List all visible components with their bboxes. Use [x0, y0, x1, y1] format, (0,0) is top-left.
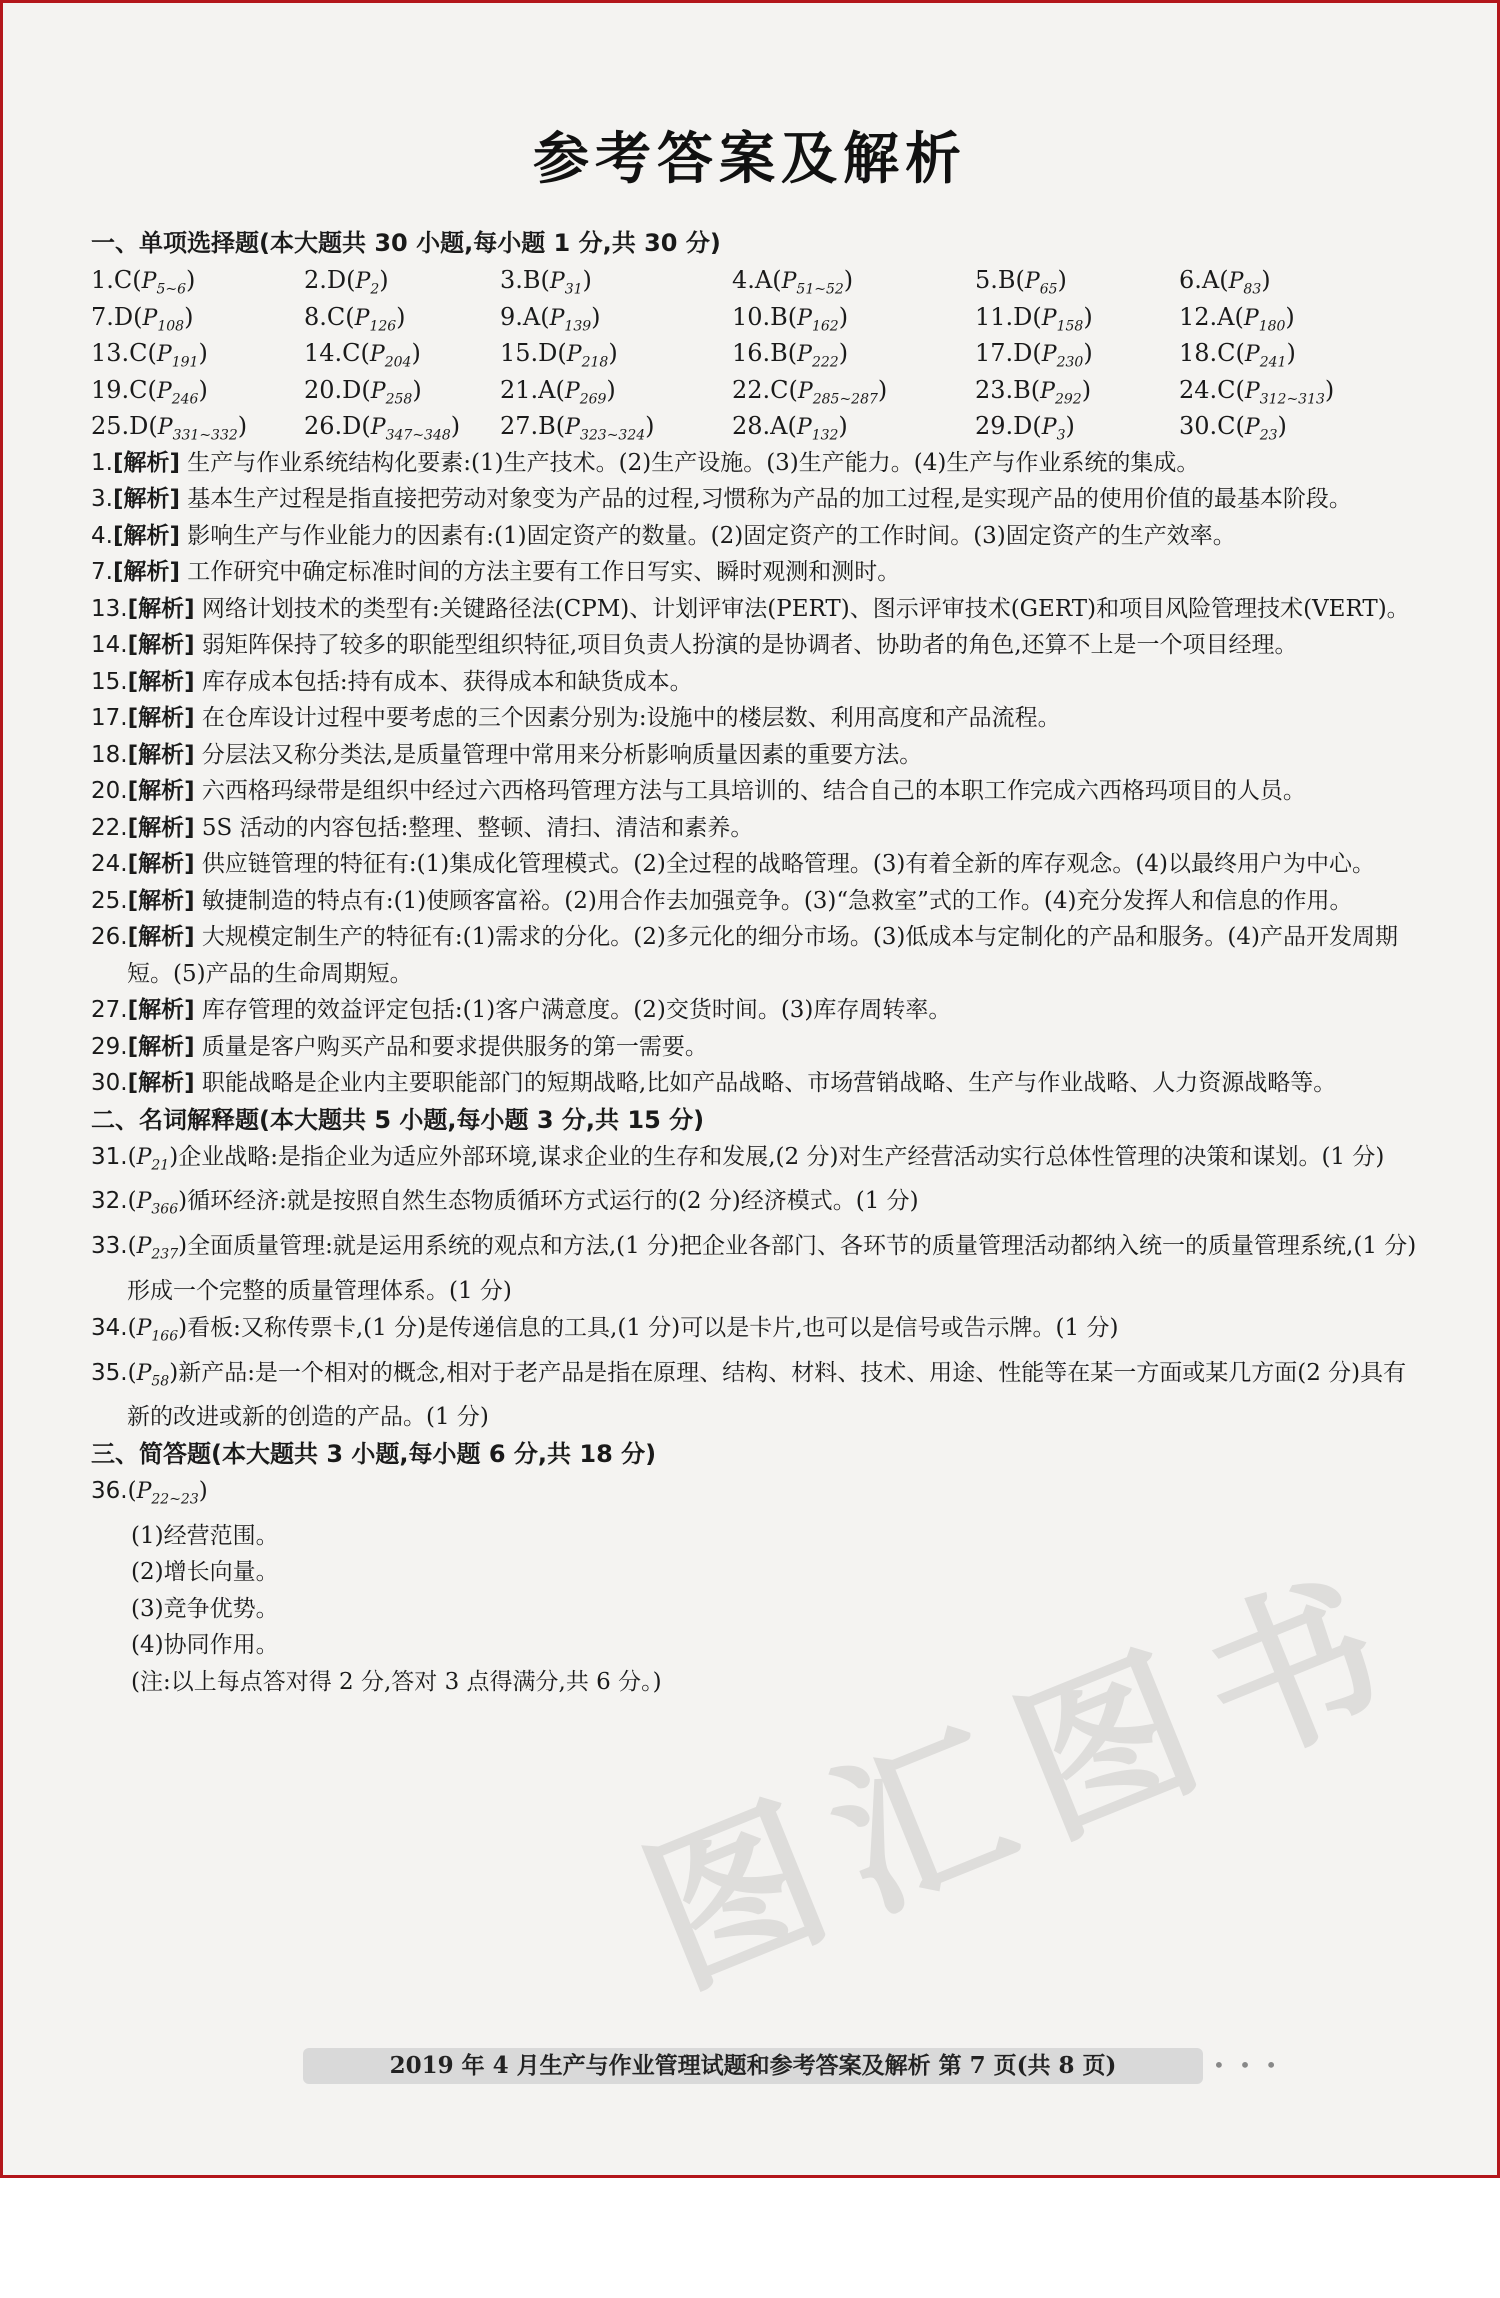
answer-item: $5.B(P_{65})$	[975, 266, 1067, 298]
page-ref: $P_{323\sim 324}$	[565, 415, 646, 444]
explanation-row	[91, 919, 1421, 992]
explanation-row	[91, 737, 1421, 774]
explanation-number: 4.	[91, 522, 113, 549]
explanation-number: 13.	[91, 595, 128, 622]
explanation-row	[91, 700, 1421, 737]
explanation-text: 库存成本包括:持有成本、获得成本和缺货成本。	[201, 668, 693, 695]
footer-dots: • • •	[1213, 2053, 1282, 2077]
answer-item: $17.D(P_{230})$	[975, 339, 1093, 371]
explanation-tag: [解析]	[127, 595, 195, 622]
answer-item: $9.A(P_{139})$	[500, 302, 601, 334]
explanation-tag: [解析]	[127, 741, 195, 768]
explanation-tag: [解析]	[127, 924, 195, 950]
answer-item: $19.C(P_{246})$	[91, 375, 208, 407]
term-number: 35.	[91, 1359, 128, 1386]
explanation-tag: [解析]	[112, 559, 180, 585]
explanation-text: 在仓库设计过程中要考虑的三个因素分别为:设施中的楼层数、利用高度和产品流程。	[201, 705, 1061, 731]
explanation-text: 基本生产过程是指直接把劳动对象变为产品的过程,习惯称为产品的加工过程,是实现产品的使用价值的最基本阶段。	[187, 486, 1352, 512]
term-text: 全面质量管理:就是运用系统的观点和方法,(1 分)把企业各部门、各环节的质量管理活动都纳入统一的质量管理系统,(1 分)形成一个完整的质量管理体系。(1 分)	[127, 1233, 1417, 1305]
explanation-tag: [解析]	[127, 887, 195, 914]
answer-item: $7.D(P_{108})$	[91, 302, 194, 334]
explanation-text: 供应链管理的特征有:(1)集成化管理模式。(2)全过程的战略管理。(3)有着全新的库存观念。(4)以最终用户为中心。	[201, 851, 1375, 877]
explanation-row	[91, 992, 1421, 1029]
page-ref: $P_{21}$	[136, 1144, 170, 1173]
answer-item: $29.D(P_3)$	[975, 412, 1075, 444]
page-ref: $P_{5\sim 6}$	[141, 269, 186, 298]
page-ref: $P_{126}$	[354, 305, 397, 334]
answer-item: $16.B(P_{222})$	[732, 339, 849, 371]
page-ref-num: 241	[1259, 354, 1287, 371]
explanation-row	[91, 591, 1421, 628]
explanations	[91, 445, 1421, 1102]
explanation-tag: [解析]	[127, 851, 195, 877]
page-ref: $P_{191}$	[156, 342, 199, 371]
explanation-row	[91, 481, 1421, 518]
answer-item: $24.C(P_{312\sim 313})$	[1179, 375, 1335, 407]
page-ref: $P_{166}$	[136, 1315, 179, 1345]
term-number: 31.	[91, 1143, 128, 1170]
answer-item: $22.C(P_{285\sim 287})$	[732, 375, 888, 407]
answer-point: (1)经营范围。	[131, 1522, 279, 1549]
answer-item: $8.C(P_{126})$	[304, 302, 406, 334]
term-definitions	[91, 1139, 1421, 1436]
page-ref: $P_{347\sim 348}$	[370, 415, 451, 444]
explanation-number: 18.	[91, 741, 128, 768]
page-ref: $P_{139}$	[549, 305, 592, 334]
explanation-text: 生产与作业系统结构化要素:(1)生产技术。(2)生产设施。(3)生产能力。(4)生产与作业系统的集成。	[187, 449, 1200, 476]
explanation-number: 22.	[91, 814, 128, 841]
page-ref: $P_{258}$	[370, 378, 413, 407]
answer-item: $26.D(P_{347\sim 348})$	[304, 412, 461, 444]
term-text: 企业战略:是指企业为适应外部环境,谋求企业的生存和发展,(2 分)对生产经营活动实行总体性管理的决策和谋划。(1 分)	[178, 1143, 1385, 1170]
answer-point: (2)增长向量。	[131, 1559, 279, 1586]
answer-item: $28.A(P_{132})$	[732, 412, 848, 444]
page-ref-num: 126	[369, 317, 397, 334]
page-ref-num: 51~52	[796, 281, 844, 298]
explanation-number: 1.	[91, 449, 113, 476]
page-ref-num: 21	[151, 1156, 170, 1173]
page-ref: $P_{158}$	[1041, 305, 1084, 334]
page-ref-num: 285~287	[812, 390, 878, 407]
page-ref-num: 58	[151, 1372, 170, 1389]
explanation-text: 大规模定制生产的特征有:(1)需求的分化。(2)多元化的细分市场。(3)低成本与定制化的产品和服务。(4)产品开发周期短。(5)产品的生命周期短。	[127, 924, 1398, 987]
explanation-tag: [解析]	[127, 814, 195, 841]
answer-point: (4)协同作用。	[131, 1632, 279, 1659]
page-ref: $P_{366}$	[136, 1189, 179, 1218]
explanation-text: 工作研究中确定标准时间的方法主要有工作日写实、瞬时观测和测时。	[187, 559, 901, 585]
explanation-tag: [解析]	[127, 1033, 195, 1060]
page-ref: $P_{230}$	[1041, 342, 1084, 371]
explanation-row	[91, 810, 1421, 847]
explanation-tag: [解析]	[127, 1070, 195, 1096]
page-ref-num: 366	[151, 1201, 179, 1218]
answer-item: $14.C(P_{204})$	[304, 339, 421, 371]
page-ref: $P_{292}$	[1040, 378, 1082, 407]
explanation-tag: [解析]	[127, 778, 195, 804]
page-ref: $P_{132}$	[796, 415, 839, 444]
page-ref: $P_{218}$	[566, 342, 609, 371]
question-number: 36.	[91, 1477, 128, 1504]
explanation-row	[91, 1029, 1421, 1066]
explanation-number: 14.	[91, 632, 128, 658]
page-ref-num: 162	[811, 317, 839, 334]
explanation-row	[91, 1065, 1421, 1102]
page-ref-num: 180	[1258, 317, 1286, 334]
page-ref: $P_{83}$	[1228, 269, 1262, 298]
answer-item: $11.D(P_{158})$	[975, 302, 1093, 334]
explanation-row	[91, 445, 1421, 482]
page-title: 参考答案及解析	[533, 126, 967, 192]
page-ref-num: 347~348	[385, 427, 451, 444]
page-ref-num: 312~313	[1259, 390, 1325, 407]
page-ref-num: 3	[1056, 427, 1066, 444]
answer-item: $15.D(P_{218})$	[500, 339, 618, 371]
answer-item: $27.B(P_{323\sim 324})$	[500, 412, 655, 444]
page-ref: $P_{312\sim 313}$	[1244, 378, 1325, 407]
page-ref: $P_{331\sim 332}$	[157, 415, 238, 444]
page-ref: $P_{269}$	[564, 378, 607, 407]
watermark: 图汇图书	[620, 1538, 1437, 2022]
explanation-row	[91, 883, 1421, 920]
page-ref: $P_{65}$	[1024, 269, 1058, 298]
explanation-number: 27.	[91, 997, 128, 1023]
answer-item: $30.C(P_{23})$	[1179, 412, 1287, 444]
content	[91, 225, 1421, 1700]
explanation-text: 敏捷制造的特点有:(1)使顾客富裕。(2)用合作去加强竞争。(3)“急救室”式的工作。(4)充分发挥人和信息的作用。	[201, 887, 1353, 914]
page-ref: $P_{285\sim 287}$	[797, 378, 878, 407]
term-row: $31.(P_{21})$企业战略:是指企业为适应外部环境,谋求企业的生存和发展,(2 分)对生产经营活动实行总体性管理的决策和谋划。(1 分)	[91, 1143, 1385, 1173]
explanation-row	[91, 773, 1421, 810]
explanation-number: 15.	[91, 668, 128, 695]
section2-heading: 二、名词解释题(本大题共 5 小题,每小题 3 分,共 15 分)	[91, 1105, 705, 1134]
term-row: $34.(P_{166})$看板:又称传票卡,(1 分)是传递信息的工具,(1 分)可以是卡片,也可以是信号或告示牌。(1 分)	[91, 1314, 1119, 1345]
answer-item: $3.B(P_{31})$	[500, 266, 592, 298]
page-ref-num: 166	[151, 1328, 179, 1345]
explanation-number: 29.	[91, 1033, 128, 1060]
page-ref-num: 269	[579, 390, 607, 407]
term-text: 看板:又称传票卡,(1 分)是传递信息的工具,(1 分)可以是卡片,也可以是信号或告示牌。(1 分)	[187, 1314, 1119, 1341]
answer-grid	[91, 262, 1421, 445]
term-number: 34.	[91, 1314, 128, 1341]
page-ref-num: 191	[171, 354, 199, 371]
page-ref: $P_{51\sim 52}$	[781, 269, 844, 298]
explanation-text: 分层法又称分类法,是质量管理中常用来分析影响质量因素的重要方法。	[201, 741, 923, 768]
page-footer: 2019 年 4 月生产与作业管理试题和参考答案及解析 第 7 页(共 8 页)	[303, 2048, 1203, 2084]
page-ref-num: 323~324	[579, 427, 646, 444]
answer-item: $13.C(P_{191})$	[91, 339, 208, 371]
term-text: 循环经济:就是按照自然生态物质循环方式运行的(2 分)经济模式。(1 分)	[187, 1188, 919, 1215]
page-ref: $P_3$	[1041, 415, 1066, 444]
page-ref: $P_{22\sim 23}$	[136, 1478, 199, 1508]
page-ref-num: 218	[581, 354, 609, 371]
explanation-tag: [解析]	[127, 705, 195, 731]
page-ref: $P_{241}$	[1244, 342, 1287, 371]
page-ref-num: 139	[564, 317, 592, 334]
explanation-number: 7.	[91, 559, 113, 585]
page-ref: $P_2$	[355, 269, 380, 298]
answer-points	[91, 1518, 1421, 1664]
page-ref-num: 331~332	[172, 427, 238, 444]
answer-item: $12.A(P_{180})$	[1179, 302, 1295, 334]
answer-item: $18.C(P_{241})$	[1179, 339, 1296, 371]
page-ref-num: 230	[1056, 354, 1084, 371]
explanation-row	[91, 846, 1421, 883]
explanation-row	[91, 554, 1421, 591]
term-text: 新产品:是一个相对的概念,相对于老产品是指在原理、结构、材料、技术、用途、性能等在某一方面或某几方面(2 分)具有新的改进或新的创造的产品。(1 分)	[127, 1359, 1407, 1431]
term-row: $35.(P_{58})$新产品:是一个相对的概念,相对于老产品是指在原理、结构、材料、技术、用途、性能等在某一方面或某几方面(2 分)具有新的改进或新的创造的产品。(1 分)	[91, 1359, 1407, 1431]
page-ref: $P_{23}$	[1244, 415, 1278, 444]
term-number: 33.	[91, 1233, 128, 1260]
page-ref: $P_{237}$	[136, 1234, 179, 1263]
explanation-row	[91, 664, 1421, 701]
term-number: 32.	[91, 1188, 128, 1215]
page-ref-num: 204	[384, 354, 412, 371]
page-ref: $P_{31}$	[549, 269, 583, 298]
explanation-number: 3.	[91, 486, 113, 512]
section3-heading: 三、简答题(本大题共 3 小题,每小题 6 分,共 18 分)	[91, 1439, 657, 1468]
page-ref-num: 258	[385, 390, 413, 407]
answer-item: $10.B(P_{162})$	[732, 302, 849, 334]
page-ref: $P_{222}$	[797, 342, 839, 371]
page-ref: $P_{58}$	[136, 1360, 170, 1389]
page-ref: $P_{162}$	[797, 305, 839, 334]
explanation-tag: [解析]	[127, 997, 195, 1023]
answer-item: $6.A(P_{83})$	[1179, 266, 1271, 298]
page-ref-num: 22~23	[151, 1491, 199, 1508]
page-ref-num: 158	[1056, 317, 1084, 334]
page-ref: $P_{246}$	[156, 378, 199, 407]
explanation-number: 26.	[91, 924, 128, 950]
answer-item: $2.D(P_2)$	[304, 266, 389, 298]
page-ref: $P_{180}$	[1243, 305, 1286, 334]
page-ref-num: 31	[564, 281, 583, 298]
explanation-tag: [解析]	[112, 486, 180, 512]
answer-item: $21.A(P_{269})$	[500, 375, 616, 407]
page-ref-num: 222	[811, 354, 839, 371]
question-36: $36.(P_{22\sim 23})$	[91, 1477, 208, 1508]
page-ref-num: 83	[1243, 281, 1262, 298]
answer-item: $23.B(P_{292})$	[975, 375, 1092, 407]
explanation-tag: [解析]	[112, 449, 180, 476]
page-ref-num: 65	[1039, 281, 1058, 298]
explanation-row	[91, 518, 1421, 555]
page-ref: $P_{108}$	[142, 305, 185, 334]
answer-item: $4.A(P_{51\sim 52})$	[732, 266, 854, 298]
page-ref-num: 23	[1259, 427, 1278, 444]
explanation-text: 网络计划技术的类型有:关键路径法(CPM)、计划评审法(PERT)、图示评审技术(GERT)和项目风险管理技术(VERT)。	[201, 595, 1410, 622]
page-ref-num: 246	[171, 390, 199, 407]
answer-item: $1.C(P_{5\sim 6})$	[91, 266, 196, 298]
explanation-text: 5S 活动的内容包括:整理、整顿、清扫、清洁和素养。	[201, 814, 754, 841]
explanation-tag: [解析]	[127, 668, 195, 695]
explanation-tag: [解析]	[127, 632, 195, 658]
explanation-text: 库存管理的效益评定包括:(1)客户满意度。(2)交货时间。(3)库存周转率。	[201, 997, 952, 1023]
page-ref-num: 2	[370, 281, 380, 298]
page-ref-num: 292	[1054, 390, 1082, 407]
explanation-number: 20.	[91, 778, 128, 804]
answer-point: (3)竞争优势。	[131, 1595, 279, 1622]
explanation-text: 质量是客户购买产品和要求提供服务的第一需要。	[201, 1033, 708, 1060]
explanation-text: 弱矩阵保持了较多的职能型组织特征,项目负责人扮演的是协调者、协助者的角色,还算不上是一个项目经理。	[201, 632, 1298, 658]
answer-item: $25.D(P_{331\sim 332})$	[91, 412, 248, 444]
explanation-text: 职能战略是企业内主要职能部门的短期战略,比如产品战略、市场营销战略、生产与作业战略、人力资源战略等。	[201, 1070, 1337, 1096]
explanation-number: 24.	[91, 851, 128, 877]
section1-heading: 一、单项选择题(本大题共 30 小题,每小题 1 分,共 30 分)	[91, 229, 721, 257]
answer-item: $20.D(P_{258})$	[304, 375, 422, 407]
term-row: $33.(P_{237})$全面质量管理:就是运用系统的观点和方法,(1 分)把企业各部门、各环节的质量管理活动都纳入统一的质量管理系统,(1 分)形成一个完整的质量管理体系。(1 分)	[91, 1233, 1417, 1305]
explanation-row	[91, 627, 1421, 664]
explanation-text: 六西格玛绿带是组织中经过六西格玛管理方法与工具培训的、结合自己的本职工作完成六西格玛项目的人员。	[201, 778, 1306, 804]
page-ref: $P_{204}$	[369, 342, 412, 371]
page-ref-num: 108	[157, 317, 185, 334]
scoring-note: (注:以上每点答对得 2 分,答对 3 点得满分,共 6 分。)	[131, 1668, 662, 1695]
page-ref-num: 237	[151, 1246, 179, 1263]
page-ref-num: 132	[811, 427, 839, 444]
explanation-text: 影响生产与作业能力的因素有:(1)固定资产的数量。(2)固定资产的工作时间。(3)固定资产的生产效率。	[187, 522, 1236, 549]
explanation-number: 17.	[91, 705, 128, 731]
page-ref-num: 5~6	[156, 281, 186, 298]
explanation-number: 30.	[91, 1070, 128, 1096]
term-row: $32.(P_{366})$循环经济:就是按照自然生态物质循环方式运行的(2 分)经济模式。(1 分)	[91, 1188, 919, 1218]
explanation-number: 25.	[91, 887, 128, 914]
explanation-tag: [解析]	[112, 522, 180, 549]
